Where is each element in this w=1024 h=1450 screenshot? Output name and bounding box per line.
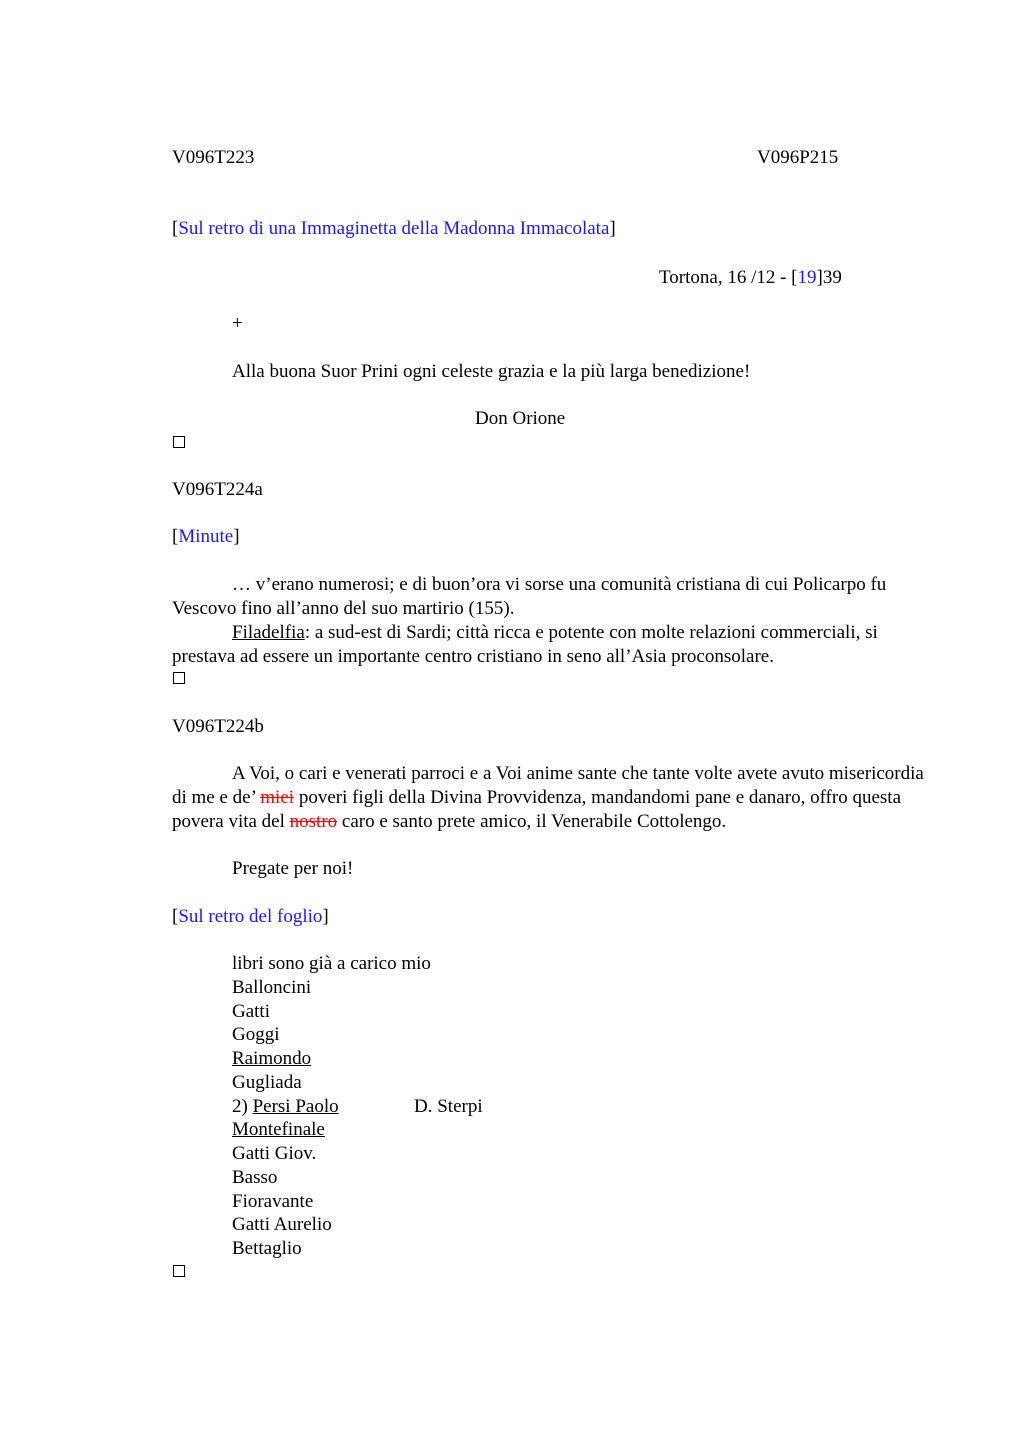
bracket-close: ] — [322, 906, 329, 927]
list-number: 2) — [232, 1096, 253, 1117]
list-item: Gatti — [232, 1001, 270, 1022]
doc-code: V096T224a — [172, 479, 263, 500]
deleted-word: miei — [260, 787, 295, 808]
doc-code: V096T224b — [172, 716, 264, 737]
paragraph-text: : a sud-est di Sardi; città ricca e potente con molte relazioni commerciali, si prestava ad essere un importante centro cristiano in seno all’Asia proconsolare. — [172, 622, 878, 667]
list-item: Fioravante — [232, 1191, 314, 1212]
list-item: Raimondo — [232, 1048, 312, 1069]
list-item: Gatti Giov. — [232, 1143, 317, 1164]
date-line — [659, 266, 842, 290]
list-name: Persi Paolo — [252, 1096, 339, 1117]
greeting-line: Alla buona Suor Prini ogni celeste grazia e la più larga benedizione! — [232, 361, 751, 382]
list-item: Goggi — [232, 1024, 280, 1045]
context-text: Sul retro del foglio — [178, 906, 323, 927]
paragraph: … v’erano numerosi; e di buon’ora vi sorse una comunità cristiana di cui Policarpo fu Vescovo fino all’anno del suo martirio (155). — [172, 574, 887, 619]
context-text: Sul retro di una Immaginetta della Madonna Immacolata — [178, 218, 610, 239]
end-box-icon — [173, 672, 185, 684]
date-year-bracket: 19 — [797, 267, 817, 288]
bracket-close: ] — [233, 526, 240, 547]
signature: Don Orione — [475, 408, 566, 429]
date-suffix: 39 — [822, 267, 842, 288]
cross-mark: + — [232, 313, 243, 334]
list-item: Basso — [232, 1167, 278, 1188]
doc-code-right: V096P215 — [757, 147, 839, 168]
list-item: Montefinale — [232, 1119, 325, 1140]
underlined-term: Filadelfia — [232, 622, 305, 643]
paragraph-text: caro e santo prete amico, il Venerabile Cottolengo. — [337, 811, 727, 832]
list-item: Gatti Aurelio — [232, 1214, 332, 1235]
list-item — [232, 1095, 339, 1119]
context-note — [172, 905, 329, 929]
bracket-close: ] — [609, 218, 616, 239]
end-box-icon — [173, 1265, 185, 1277]
list-item: Gugliada — [232, 1072, 302, 1093]
list-item: Bettaglio — [232, 1238, 302, 1259]
doc-code-left: V096T223 — [172, 147, 255, 168]
bracket-open: [ — [172, 526, 179, 547]
context-note — [172, 217, 616, 241]
list-item: Balloncini — [232, 977, 312, 998]
paragraph — [172, 621, 932, 669]
end-box-icon — [173, 436, 185, 448]
paragraph-text: A Voi, o cari e venerati parroci e a Voi anime sante che tante volte avete avuto misericordia di me e de’ — [172, 763, 924, 808]
paragraph: Pregate per noi! — [232, 858, 354, 879]
context-note — [172, 525, 240, 549]
paragraph — [172, 762, 932, 834]
bracket-open: [ — [172, 218, 179, 239]
list-item: libri sono già a carico mio — [232, 953, 431, 974]
date-prefix: Tortona, 16 /12 - [ — [659, 267, 798, 288]
context-text: Minute — [178, 526, 234, 547]
bracket-open: [ — [172, 906, 179, 927]
paragraph-text: poveri figli della Divina Provvidenza, mandandomi pane e danaro, offro questa povera vita del — [172, 787, 901, 832]
date-bracket-close: ] — [816, 267, 823, 288]
list-note: D. Sterpi — [414, 1096, 483, 1117]
deleted-word: nostro — [289, 811, 338, 832]
